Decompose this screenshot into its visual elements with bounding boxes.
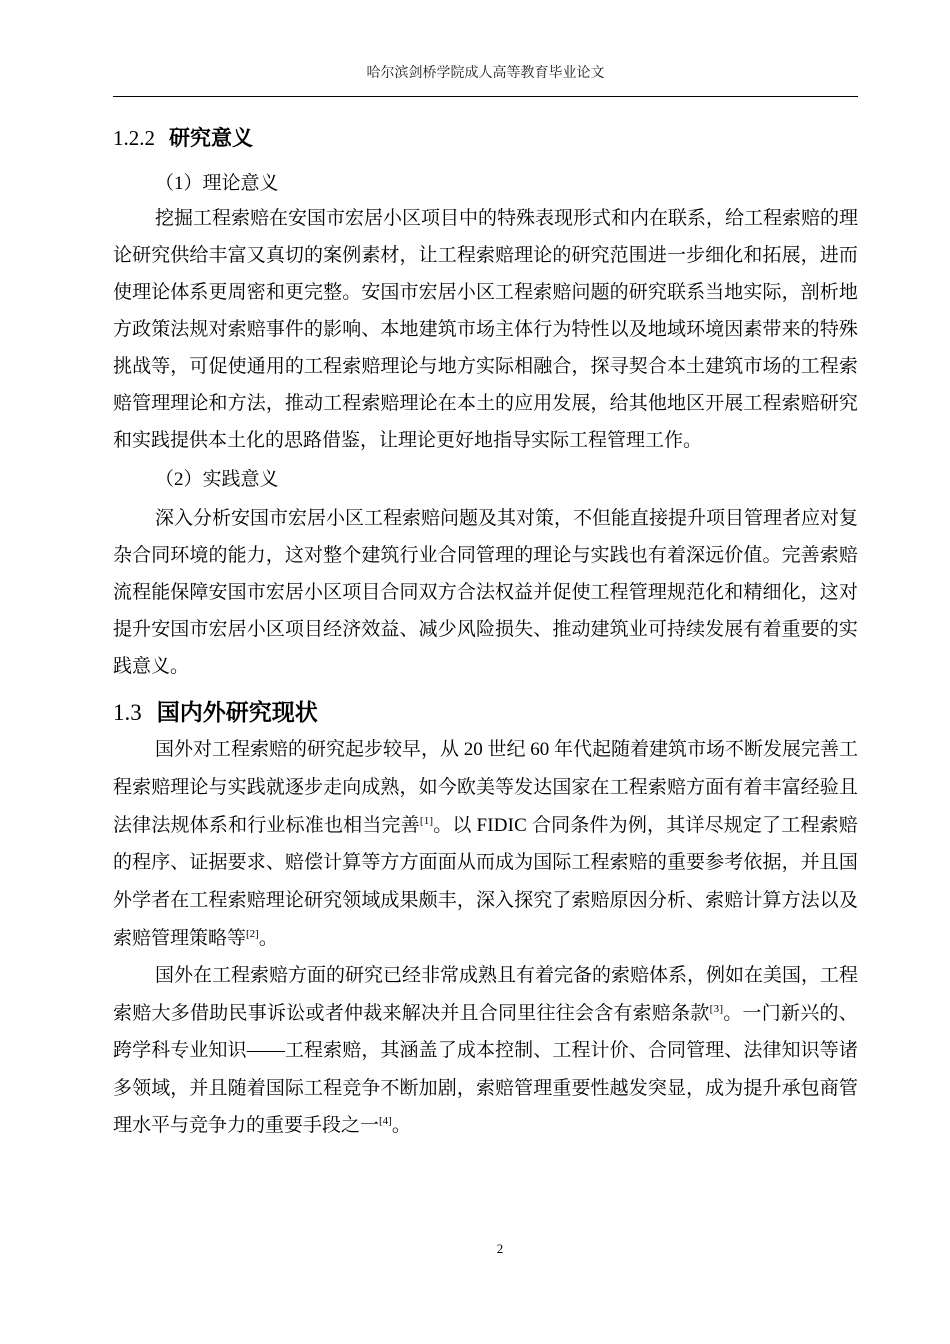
paragraph-line: [113, 348, 858, 385]
line-text-with-citation: [113, 995, 858, 1033]
paragraph-line-last: [113, 648, 858, 685]
section-number: 1.3: [113, 700, 142, 725]
header-rule: [113, 96, 858, 97]
page-number: 2: [496, 1241, 504, 1256]
line-text-segment: 。: [391, 1115, 411, 1136]
section-heading-1-3: [113, 698, 318, 728]
paragraph-line: [113, 957, 858, 995]
paragraph-line: [113, 1032, 858, 1070]
paragraph-line: [113, 611, 858, 648]
line-text: 外学者在工程索赔理论研究领域成果颇丰，深入探究了索赔原因分析、索赔计算方法以及: [113, 890, 858, 912]
paragraph-foreign-research-1: [113, 731, 858, 958]
citation-superscript: [3]: [709, 1002, 724, 1015]
line-text-with-citation: [113, 1107, 411, 1145]
paragraph-line: [113, 385, 858, 422]
paragraph-line: [113, 274, 858, 311]
line-text: 提升安国市宏居小区项目经济效益、减少风险损失、推动建筑业可持续发展有着重要的实: [113, 619, 858, 640]
paragraph-line: [113, 574, 858, 611]
paragraph-line-last: [113, 920, 858, 958]
line-text-segment: 索赔大多借助民事诉讼或者仲裁来解决并且合同里往往会含有索赔条款: [113, 1002, 710, 1024]
subheading-practical-significance: （2）实践意义: [155, 469, 279, 490]
section-title: 研究意义: [169, 126, 253, 150]
paragraph-line: [113, 500, 858, 537]
paragraph-practical-significance: [113, 500, 858, 685]
running-header-title: 哈尔滨剑桥学院成人高等教育毕业论文: [366, 66, 605, 81]
citation-superscript: [4]: [379, 1115, 392, 1127]
paragraph-foreign-research-2: [113, 957, 858, 1145]
paragraph-line: [113, 237, 858, 274]
line-text: 多领域，并且随着国际工程竞争不断加剧，索赔管理重要性越发突显，成为提升承包商管: [113, 1077, 858, 1099]
line-text: 践意义。: [113, 656, 190, 677]
line-text: 流程能保障安国市宏居小区项目合同双方合法权益并促使工程管理规范化和精细化，这对: [113, 582, 858, 603]
paragraph-line: [113, 1070, 858, 1108]
section-number: 1.2.2: [113, 126, 155, 150]
citation-superscript: [1]: [419, 814, 434, 827]
paragraph-line: [113, 311, 858, 348]
line-text: 使理论体系更周密和更完整。安国市宏居小区工程索赔问题的研究联系当地实际，剖析地: [113, 282, 858, 303]
line-text: 国外对工程索赔的研究起步较早，从 20 世纪 60 年代起随着建筑市场不断发展完善工: [155, 739, 858, 760]
line-text: 深入分析安国市宏居小区工程索赔问题及其对策，不但能直接提升项目管理者应对复: [155, 508, 858, 529]
section-title: 国内外研究现状: [156, 700, 318, 726]
subheading-theoretical-significance: （1）理论意义: [155, 173, 279, 194]
paragraph-line: [113, 807, 858, 845]
line-text: 挖掘工程索赔在安国市宏居小区项目中的特殊表现形式和内在联系，给工程索赔的理: [155, 208, 858, 229]
line-text: 和实践提供本土化的思路借鉴，让理论更好地指导实际工程管理工作。: [113, 430, 703, 451]
paragraph-line-last: [113, 422, 858, 459]
paragraph-line: [113, 995, 858, 1033]
paragraph-line: [113, 844, 858, 882]
line-text: 赔管理理论和方法，推动工程索赔理论在本土的应用发展，给其他地区开展工程索赔研究: [113, 393, 858, 414]
line-text: 论研究供给丰富又真切的案例素材，让工程索赔理论的研究范围进一步细化和拓展，进而: [113, 245, 858, 266]
line-text-segment: 。以 FIDIC 合同条件为例，其详尽规定了工程索赔: [433, 814, 858, 836]
line-text: 的程序、证据要求、赔偿计算等方方面面从而成为国际工程索赔的重要参考依据，并且国: [113, 852, 858, 874]
paragraph-line: [113, 882, 858, 920]
line-text-segment: 。一门新兴的、: [723, 1002, 858, 1024]
line-text: 跨学科专业知识——工程索赔，其涵盖了成本控制、工程计价、合同管理、法律知识等诸: [113, 1040, 858, 1061]
citation-superscript: [2]: [246, 927, 259, 940]
line-text: 方政策法规对索赔事件的影响、本地建筑市场主体行为特性以及地域环境因素带来的特殊: [113, 319, 858, 340]
paragraph-line-last: [113, 1107, 858, 1145]
section-heading-1-2-2: [113, 124, 253, 152]
line-text: 国外在工程索赔方面的研究已经非常成熟且有着完备的索赔体系，例如在美国，工程: [155, 965, 858, 986]
line-text-segment: 。: [258, 927, 278, 949]
paragraph-theoretical-significance: [113, 200, 858, 459]
line-text-segment: 索赔管理策略等: [113, 927, 247, 949]
line-text-with-citation: [113, 807, 858, 845]
paragraph-line: [113, 731, 858, 769]
paragraph-line: [113, 537, 858, 574]
line-text: 程索赔理论与实践就逐步走向成熟，如今欧美等发达国家在工程索赔方面有着丰富经验且: [113, 776, 858, 798]
line-text: 杂合同环境的能力，这对整个建筑行业合同管理的理论与实践也有着深远价值。完善索赔: [113, 545, 858, 566]
line-text: 挑战等，可促使通用的工程索赔理论与地方实际相融合，探寻契合本土建筑市场的工程索: [113, 356, 858, 377]
line-text-with-citation: [113, 920, 278, 958]
paragraph-line: [113, 200, 858, 237]
line-text-segment: 理水平与竞争力的重要手段之一: [113, 1115, 380, 1136]
line-text-segment: 法律法规体系和行业标准也相当完善: [113, 814, 420, 836]
paragraph-line: [113, 769, 858, 807]
